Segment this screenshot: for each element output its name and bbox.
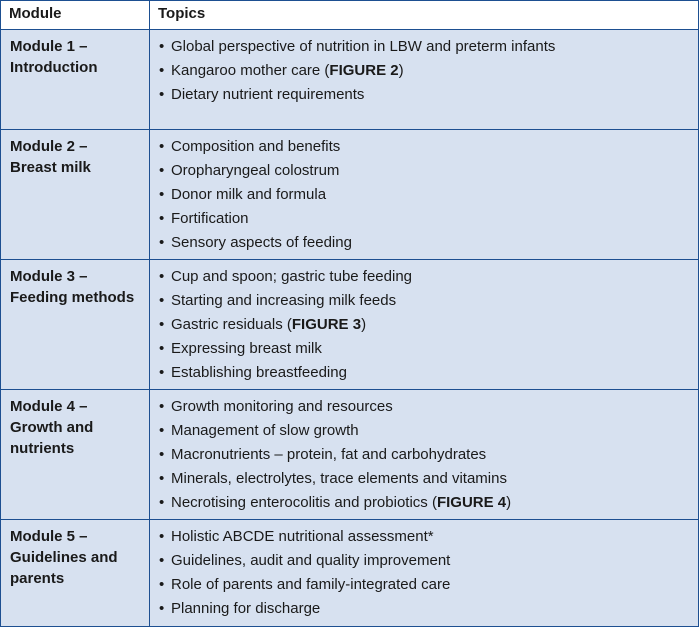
- topic-text: Composition and benefits: [171, 138, 341, 155]
- topic-text: Establishing breastfeeding: [171, 364, 347, 381]
- module-label-line: Module 5 –: [10, 528, 88, 545]
- topic-item: [159, 491, 690, 515]
- module-cell: [1, 260, 150, 390]
- topic-item: [159, 265, 690, 289]
- module-label-line: Module 3 –: [10, 268, 88, 285]
- topic-list: [159, 35, 690, 107]
- module-label-line: Breast milk: [10, 159, 91, 176]
- topic-text: Donor milk and formula: [171, 186, 327, 203]
- table-header-row: [1, 1, 699, 30]
- bullet-icon: •: [159, 210, 165, 227]
- bullet-icon: •: [159, 86, 165, 103]
- topic-item: [159, 573, 690, 597]
- bullet-icon: •: [159, 234, 165, 251]
- table-row: [1, 130, 699, 260]
- topic-text: Dietary nutrient requirements: [171, 86, 365, 103]
- bullet-icon: •: [159, 576, 165, 593]
- module-label-line: Module 1 –: [10, 38, 88, 55]
- module-cell: [1, 390, 150, 520]
- header-topics: Topics: [150, 1, 699, 30]
- bullet-icon: •: [159, 552, 165, 569]
- module-label-line: nutrients: [10, 440, 75, 457]
- topics-cell: [150, 520, 699, 627]
- module-label-line: Feeding methods: [10, 289, 135, 306]
- topic-item: [159, 395, 690, 419]
- bullet-icon: •: [159, 186, 165, 203]
- topic-item: [159, 59, 690, 83]
- topic-item: [159, 419, 690, 443]
- topic-list: [159, 395, 690, 515]
- topics-cell: [150, 130, 699, 260]
- topic-text: Global perspective of nutrition in LBW and preterm infants: [171, 38, 556, 55]
- bullet-icon: •: [159, 162, 165, 179]
- topic-text: Guidelines, audit and quality improvement: [171, 552, 451, 569]
- topic-text: Gastric residuals (: [171, 316, 292, 333]
- bullet-icon: •: [159, 494, 165, 511]
- topic-text: Planning for discharge: [171, 600, 321, 617]
- topic-text: Holistic ABCDE nutritional assessment*: [171, 528, 434, 545]
- bullet-icon: •: [159, 316, 165, 333]
- topic-item: [159, 135, 690, 159]
- topics-cell: [150, 260, 699, 390]
- topic-text: Oropharyngeal colostrum: [171, 162, 340, 179]
- topic-item: [159, 159, 690, 183]
- figure-reference: FIGURE 3: [291, 316, 362, 333]
- topic-text-suffix: ): [398, 62, 404, 79]
- topic-item: [159, 313, 690, 337]
- topic-text-suffix: ): [361, 316, 367, 333]
- table-body: [1, 30, 699, 627]
- table-row: [1, 390, 699, 520]
- bullet-icon: •: [159, 528, 165, 545]
- topic-list: [159, 525, 690, 621]
- module-cell: [1, 130, 150, 260]
- module-cell: [1, 520, 150, 627]
- module-label-line: Growth and: [10, 419, 94, 436]
- module-label-line: Module 2 –: [10, 138, 88, 155]
- topic-text: Growth monitoring and resources: [171, 398, 393, 415]
- topic-text: Cup and spoon; gastric tube feeding: [171, 268, 413, 285]
- figure-reference: FIGURE 2: [329, 62, 399, 79]
- figure-reference: FIGURE 4: [436, 494, 507, 511]
- topic-item: [159, 549, 690, 573]
- topic-text: Starting and increasing milk feeds: [171, 292, 397, 309]
- topic-text: Sensory aspects of feeding: [171, 234, 352, 251]
- topic-text: Expressing breast milk: [171, 340, 322, 357]
- topics-cell: [150, 390, 699, 520]
- bullet-icon: •: [159, 446, 165, 463]
- topic-text: Minerals, electrolytes, trace elements and vitamins: [171, 470, 507, 487]
- topic-text: Management of slow growth: [171, 422, 359, 439]
- topic-item: [159, 183, 690, 207]
- bullet-icon: •: [159, 600, 165, 617]
- bullet-icon: •: [159, 138, 165, 155]
- topic-item: [159, 361, 690, 385]
- table-row: [1, 520, 699, 627]
- header-module: Module: [1, 1, 150, 30]
- topic-text: Macronutrients – protein, fat and carbohydrates: [171, 446, 487, 463]
- bullet-icon: •: [159, 364, 165, 381]
- topic-item: [159, 35, 690, 59]
- module-label-line: Introduction: [10, 59, 98, 76]
- table-row: [1, 30, 699, 130]
- bullet-icon: •: [159, 422, 165, 439]
- topic-item: [159, 337, 690, 361]
- bullet-icon: •: [159, 62, 165, 79]
- topic-item: [159, 597, 690, 621]
- topic-list: [159, 135, 690, 255]
- topic-item: [159, 443, 690, 467]
- topic-item: [159, 289, 690, 313]
- bullet-icon: •: [159, 470, 165, 487]
- module-label-line: Module 4 –: [10, 398, 88, 415]
- bullet-icon: •: [159, 268, 165, 285]
- bullet-icon: •: [159, 398, 165, 415]
- bullet-icon: •: [159, 292, 165, 309]
- topic-list: [159, 265, 690, 385]
- module-label-line: parents: [10, 570, 65, 587]
- topic-item: [159, 207, 690, 231]
- module-label-line: Guidelines and: [10, 549, 118, 566]
- topic-text-suffix: ): [506, 494, 512, 511]
- topic-text: Necrotising enterocolitis and probiotics (: [171, 494, 437, 511]
- topic-text: Kangaroo mother care (: [171, 62, 330, 79]
- topic-text: Fortification: [171, 210, 249, 227]
- topic-item: [159, 525, 690, 549]
- topic-item: [159, 231, 690, 255]
- topic-item: [159, 467, 690, 491]
- module-cell: [1, 30, 150, 130]
- topic-text: Role of parents and family-integrated care: [171, 576, 451, 593]
- table-row: [1, 260, 699, 390]
- topics-cell: [150, 30, 699, 130]
- bullet-icon: •: [159, 340, 165, 357]
- bullet-icon: •: [159, 38, 165, 55]
- topic-item: [159, 83, 690, 107]
